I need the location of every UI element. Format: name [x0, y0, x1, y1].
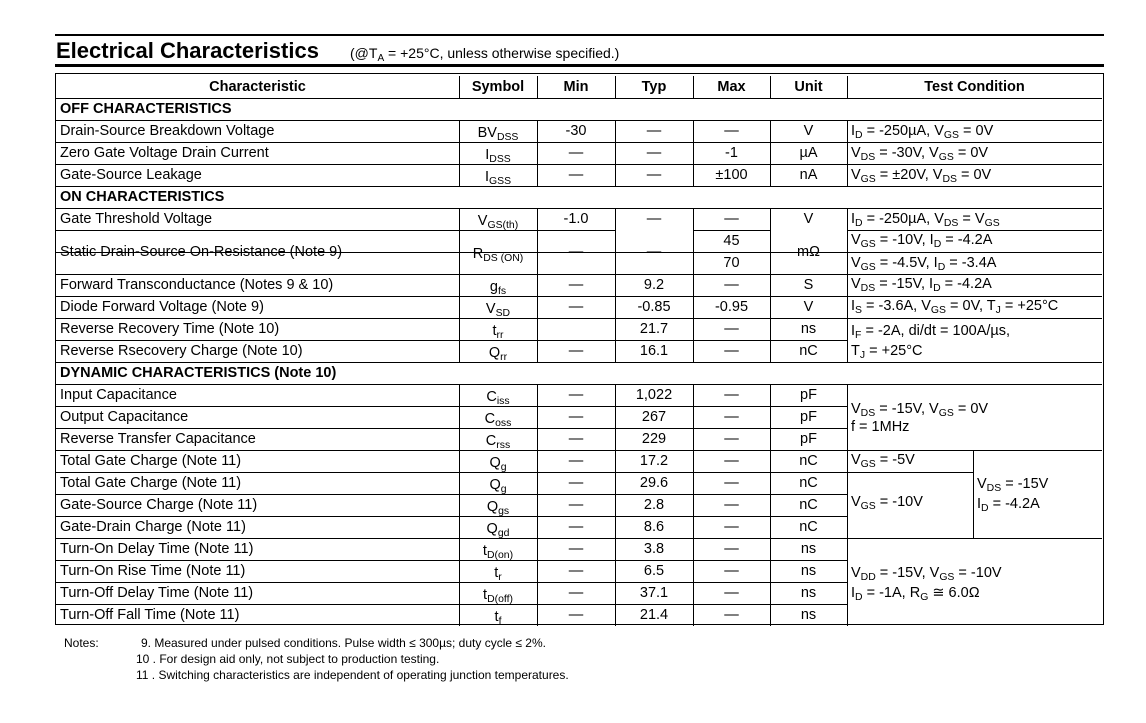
- symbol-cell: $C_{oss}$: [484, 410, 512, 429]
- notes-block: [0, 632, 1146, 692]
- test-condition-line: $V_{DS} = -30V$, $V_{GS} = 0V$: [851, 144, 989, 163]
- max-cell: ±100: [715, 166, 748, 183]
- min-cell: —: [568, 496, 584, 513]
- symbol-cell: $t_f$: [494, 608, 502, 627]
- symbol-cell: $C_{rss}$: [485, 432, 511, 451]
- test-condition-line: $I_D = -250\mu A$, $V_{GS} = 0V$: [851, 122, 994, 141]
- symbol-cell: $BV_{DSS}$: [477, 124, 519, 143]
- test-condition-cell: [977, 474, 1048, 514]
- symbol-cell: $Q_{rr}$: [488, 344, 508, 363]
- unit-cell: µA: [799, 144, 818, 161]
- max-cell: —: [724, 474, 739, 491]
- electrical-characteristics-table: [55, 73, 1104, 625]
- unit-cell: V: [803, 298, 814, 315]
- max-cell: —: [724, 562, 739, 579]
- test-condition-line: f = 1MHz: [851, 418, 910, 435]
- max-cell: 45: [723, 232, 740, 249]
- header-2: Min: [563, 78, 589, 95]
- min-cell: —: [568, 518, 584, 535]
- min-cell: —: [568, 606, 584, 623]
- typ-cell: 21.7: [639, 320, 669, 337]
- header-0: Characteristic: [209, 78, 306, 95]
- characteristic-cell: Diode Forward Voltage (Note 9): [60, 298, 264, 315]
- column-rule: [847, 208, 848, 362]
- max-cell: —: [724, 606, 739, 623]
- symbol-cell: $V_{SD}$: [485, 300, 511, 319]
- typ-cell: —: [646, 243, 662, 260]
- unit-cell: ns: [800, 584, 817, 601]
- max-cell: -0.95: [714, 298, 749, 315]
- typ-cell: 37.1: [639, 584, 669, 601]
- min-cell: —: [568, 584, 584, 601]
- symbol-cell: $Q_{gs}$: [486, 498, 510, 517]
- min-cell: —: [568, 166, 584, 183]
- min-cell: —: [568, 276, 584, 293]
- characteristic-cell: Gate-Source Charge (Note 11): [60, 496, 258, 513]
- characteristic-cell: Turn-Off Delay Time (Note 11): [60, 584, 254, 601]
- test-condition-line: $I_D = -4.2A$: [977, 495, 1040, 514]
- unit-cell: mΩ: [797, 243, 820, 260]
- test-condition-line: $I_D = -1A$, $R_G$ ≅ 6.0Ω: [851, 584, 980, 603]
- max-cell: —: [724, 430, 739, 447]
- column-rule: [973, 450, 974, 538]
- unit-cell: V: [803, 122, 814, 139]
- note-11: 11 . Switching characteristics are independent of operating junction temperatures.: [136, 668, 569, 682]
- test-condition-cell: [851, 210, 1000, 229]
- header-5: Unit: [794, 78, 823, 95]
- typ-cell: —: [646, 144, 662, 161]
- min-cell: —: [568, 408, 584, 425]
- max-cell: —: [724, 518, 739, 535]
- characteristic-cell: Output Capacitance: [60, 408, 189, 425]
- header-3: Typ: [641, 78, 667, 95]
- unit-cell: nC: [799, 518, 818, 535]
- typ-cell: —: [646, 122, 662, 139]
- test-condition-line: $V_{DS} = -15V$: [977, 475, 1049, 494]
- typ-cell: -0.85: [637, 298, 671, 315]
- symbol-cell: $I_{DSS}$: [485, 146, 511, 165]
- symbol-cell: $V_{GS(th)}$: [477, 212, 519, 231]
- symbol-cell: $Q_g$: [489, 476, 507, 495]
- column-rule: [847, 120, 848, 186]
- max-cell: —: [724, 210, 739, 227]
- heading-condition: ($@T_A = +25^\circ C$, unless otherwise specified.): [350, 45, 620, 64]
- unit-cell: nC: [799, 452, 818, 469]
- max-cell: —: [724, 386, 739, 403]
- typ-cell: 1,022: [635, 386, 673, 403]
- max-cell: —: [724, 496, 739, 513]
- min-cell: —: [568, 430, 584, 447]
- typ-cell: 267: [641, 408, 667, 425]
- symbol-cell: $C_{iss}$: [486, 388, 510, 407]
- max-cell: —: [724, 342, 739, 359]
- test-condition-line: $I_F = -2A$, di/dt = 100A/µs,: [851, 322, 1011, 341]
- symbol-cell: $Q_g$: [489, 454, 507, 473]
- header-1: Symbol: [471, 78, 525, 95]
- unit-cell: pF: [800, 408, 817, 425]
- test-condition-cell: [851, 231, 992, 250]
- characteristic-cell: Input Capacitance: [60, 386, 177, 403]
- typ-cell: 17.2: [639, 452, 669, 469]
- max-cell: —: [724, 452, 739, 469]
- header-4: Max: [717, 78, 746, 95]
- test-condition-cell: [851, 275, 992, 294]
- min-cell: —: [568, 298, 584, 315]
- notes-label: Notes:: [64, 636, 99, 650]
- min-cell: —: [568, 540, 584, 557]
- max-cell: 70: [723, 254, 740, 271]
- test-condition-line: $V_{GS} = -4.5V$, $I_D = -3.4A$: [851, 254, 997, 273]
- max-cell: —: [724, 408, 739, 425]
- test-condition-line: $I_D = -250\mu A$, $V_{DS} = V_{GS}$: [851, 210, 1000, 229]
- unit-cell: nC: [799, 342, 818, 359]
- test-condition-line: $I_S = -3.6A$, $V_{GS} = 0V$, $T_J = +25^\circ C$: [851, 297, 1059, 316]
- test-condition-cell: [851, 451, 915, 470]
- section-label: DYNAMIC CHARACTERISTICS (Note 10): [60, 364, 337, 381]
- test-condition-cell: [851, 400, 988, 436]
- characteristic-cell: Zero Gate Voltage Drain Current: [60, 144, 269, 161]
- max-cell: —: [724, 122, 739, 139]
- typ-cell: 2.8: [643, 496, 665, 513]
- characteristic-cell: Reverse Rsecovery Charge (Note 10): [60, 342, 303, 359]
- characteristic-cell: Drain-Source Breakdown Voltage: [60, 122, 275, 139]
- test-condition-line: $V_{DD} = -15V$, $V_{GS} = -10V$: [851, 564, 1002, 583]
- test-condition-cell: [851, 144, 988, 163]
- symbol-cell: $g_{fs}$: [489, 278, 507, 297]
- symbol-cell: $I_{GSS}$: [484, 168, 512, 187]
- symbol-cell: $t_{D(on)}$: [482, 542, 514, 561]
- unit-cell: nC: [799, 474, 818, 491]
- min-cell: —: [568, 474, 584, 491]
- typ-cell: —: [646, 166, 662, 183]
- test-condition-cell: [851, 563, 1002, 603]
- test-condition-line: $V_{GS} = -5V$: [851, 451, 915, 470]
- characteristic-cell: Forward Transconductance (Notes 9 & 10): [60, 276, 334, 293]
- max-cell: -1: [725, 144, 738, 161]
- typ-cell: 16.1: [639, 342, 669, 359]
- section-label: OFF CHARACTERISTICS: [60, 100, 232, 117]
- typ-cell: 29.6: [639, 474, 669, 491]
- characteristic-cell: Total Gate Charge (Note 11): [60, 474, 242, 491]
- unit-cell: ns: [800, 540, 817, 557]
- unit-cell: S: [803, 276, 814, 293]
- symbol-cell: $t_r$: [494, 564, 502, 583]
- min-cell: —: [568, 144, 584, 161]
- characteristic-cell: Gate Threshold Voltage: [60, 210, 213, 227]
- symbol-cell: $R_{DS (ON)}$: [472, 245, 524, 264]
- max-cell: —: [724, 540, 739, 557]
- min-cell: —: [568, 386, 584, 403]
- characteristic-cell: Reverse Transfer Capacitance: [60, 430, 256, 447]
- unit-cell: pF: [800, 430, 817, 447]
- symbol-cell: $Q_{gd}$: [486, 520, 510, 539]
- characteristic-cell: Turn-On Delay Time (Note 11): [60, 540, 254, 557]
- symbol-cell: $t_{rr}$: [492, 322, 504, 341]
- max-cell: —: [724, 584, 739, 601]
- note-10: 10 . For design aid only, not subject to production testing.: [136, 652, 440, 666]
- unit-cell: ns: [800, 562, 817, 579]
- characteristic-cell: Gate-Source Leakage: [60, 166, 202, 183]
- min-cell: —: [568, 342, 584, 359]
- typ-cell: 3.8: [643, 540, 665, 557]
- typ-cell: 229: [641, 430, 667, 447]
- header-6: Test Condition: [924, 78, 1025, 95]
- min-cell: —: [568, 243, 584, 260]
- min-cell: —: [568, 562, 584, 579]
- typ-cell: 6.5: [643, 562, 665, 579]
- symbol-cell: $t_{D(off)}$: [483, 586, 513, 605]
- test-condition-cell: [851, 254, 996, 273]
- min-cell: -1.0: [563, 210, 589, 227]
- typ-cell: 9.2: [643, 276, 665, 293]
- min-cell: —: [568, 452, 584, 469]
- typ-cell: 8.6: [643, 518, 665, 535]
- characteristic-cell: Turn-Off Fall Time (Note 11): [60, 606, 240, 623]
- test-condition-line: $V_{DS} = -15V$, $V_{GS} = 0V$: [851, 400, 989, 419]
- section-label: ON CHARACTERISTICS: [60, 188, 225, 205]
- typ-cell: 21.4: [639, 606, 669, 623]
- unit-cell: V: [803, 210, 814, 227]
- characteristic-cell: Turn-On Rise Time (Note 11): [60, 562, 246, 579]
- section-heading: [55, 34, 1104, 67]
- unit-cell: nA: [799, 166, 818, 183]
- unit-cell: ns: [800, 606, 817, 623]
- unit-cell: ns: [800, 320, 817, 337]
- test-condition-cell: [851, 166, 991, 185]
- test-condition-line: $T_J = +25^\circ C$: [851, 342, 923, 361]
- heading-title: Electrical Characteristics: [56, 38, 319, 63]
- unit-cell: nC: [799, 496, 818, 513]
- characteristic-cell: Gate-Drain Charge (Note 11): [60, 518, 246, 535]
- test-condition-line: $V_{DS} = -15V$, $I_D = -4.2A$: [851, 275, 992, 294]
- max-cell: —: [724, 276, 739, 293]
- max-cell: —: [724, 320, 739, 337]
- test-condition-cell: [851, 493, 923, 512]
- typ-cell: —: [646, 210, 662, 227]
- note-9: 9. Measured under pulsed conditions. Pulse width ≤ 300µs; duty cycle ≤ 2%.: [141, 636, 546, 650]
- test-condition-line: $V_{GS} = \pm 20V$, $V_{DS} = 0V$: [851, 166, 992, 185]
- test-condition-cell: [851, 122, 993, 141]
- test-condition-cell: [851, 297, 1058, 316]
- characteristic-cell: Reverse Recovery Time (Note 10): [60, 320, 280, 337]
- column-rule: [847, 384, 848, 626]
- test-condition-line: $V_{GS} = -10V$, $I_D = -4.2A$: [851, 231, 993, 250]
- test-condition-line: $V_{GS} = -10V$: [851, 493, 923, 512]
- min-cell: -30: [565, 122, 587, 139]
- test-condition-cell: [851, 321, 1010, 361]
- characteristic-cell: Static Drain-Source On-Resistance (Note 9): [60, 243, 343, 260]
- characteristic-cell: Total Gate Charge (Note 11): [60, 452, 242, 469]
- unit-cell: pF: [800, 386, 817, 403]
